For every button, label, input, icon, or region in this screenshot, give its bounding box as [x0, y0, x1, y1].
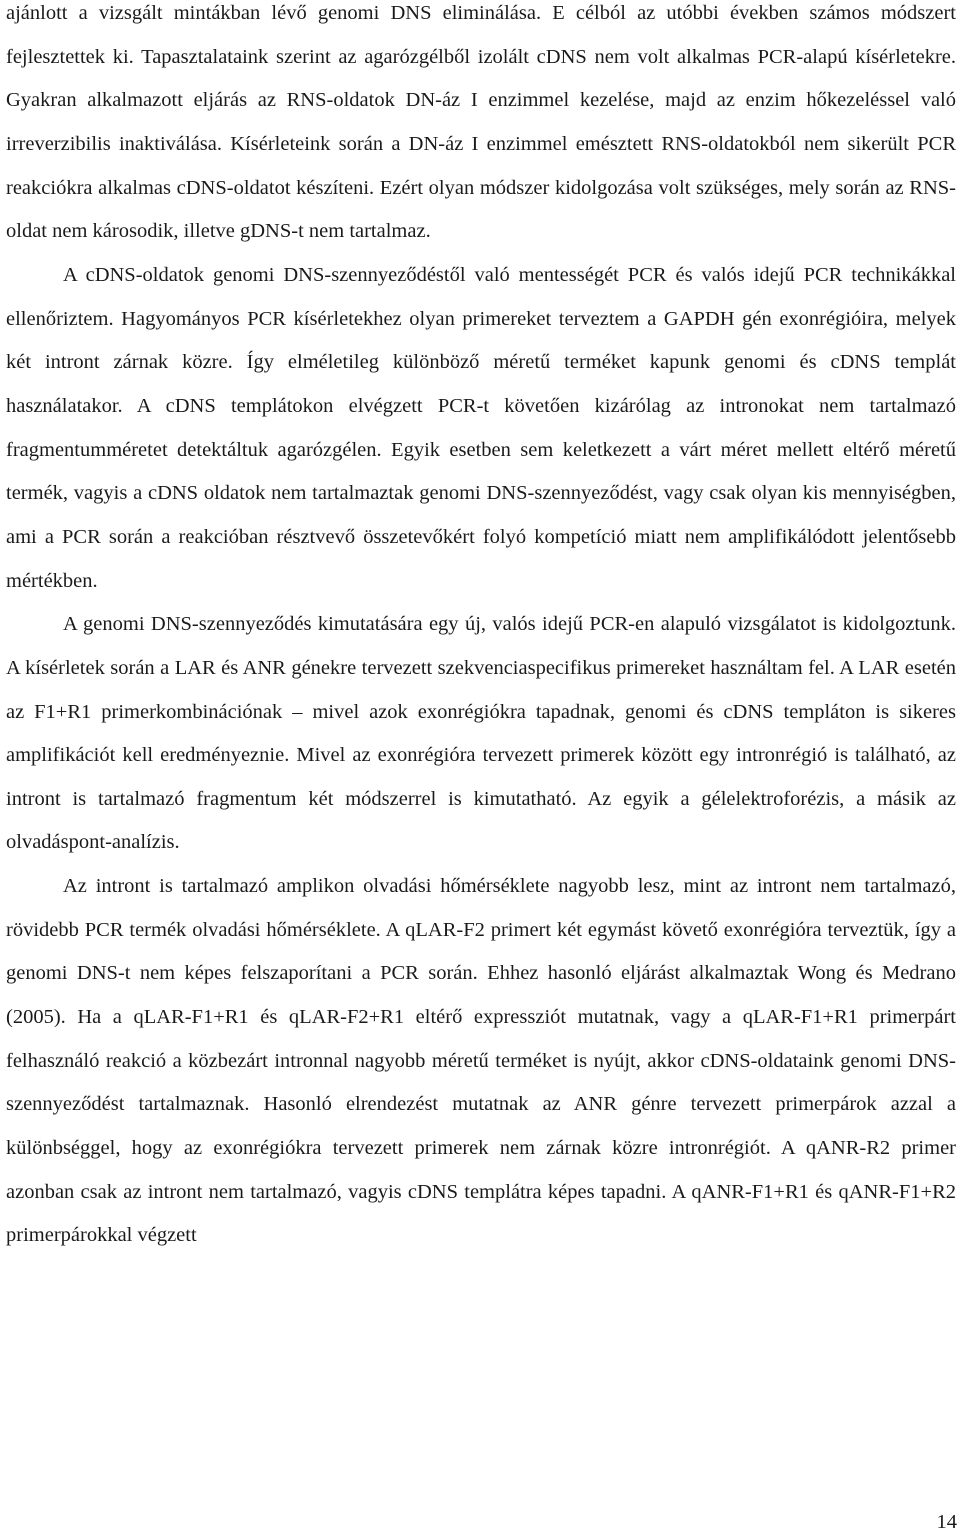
paragraph-4: Az intront is tartalmazó amplikon olvadási hőmérséklete nagyobb lesz, mint az intront nem tartalmazó, rövidebb PCR termék olvadási hőmérséklete. A qLAR-F2 primert két egymást követő exonrégióra terveztük, így a genomi DNS-t nem képes felszaporítani a PCR során. Ehhez hasonló eljárást alkalmaztak Wong és Medrano (2005). Ha a qLAR-F1+R1 és qLAR-F2+R1 eltérő expressziót mutatnak, vagy a qLAR-F1+R1 primerpárt felhasználó reakció a közbezárt intronnal nagyobb méretű terméket is nyújt, akkor cDNS-oldataink genomi DNS-szennyeződést tartalmaznak. Hasonló elrendezést mutatnak az ANR génre tervezett primerpárok azzal a különbséggel, hogy az exonrégiókra tervezett primerek nem zárnak közre intronrégiót. A qANR-R2 primer azonban csak az intront nem tartalmazó, vagyis cDNS templátra képes tapadni. A qANR-F1+R1 és qANR-F1+R2 primerpárokkal végzett [6, 875, 956, 1247]
paragraph-1: ajánlott a vizsgált mintákban lévő genomi DNS eliminálása. E célból az utóbbi években számos módszert fejlesztettek ki. Tapasztalataink szerint az agarózgélből izolált cDNS nem volt alkalmas PCR-alapú kísérletekre. Gyakran alkalmazott eljárás az RNS-oldatok DN-áz I enzimmel kezelése, majd az enzim hőkezeléssel való irreverzibilis inaktiválása. Kísérleteink során a DN-áz I enzimmel emésztett RNS-oldatokból nem sikerült PCR reakciókra alkalmas cDNS-oldatot készíteni. Ezért olyan módszer kidolgozása volt szükséges, mely során az RNS-oldat nem károsodik, illetve gDNS-t nem tartalmaz. [6, 2, 956, 243]
paragraph-3: A genomi DNS-szennyeződés kimutatására egy új, valós idejű PCR-en alapuló vizsgálatot is kidolgoztunk. A kísérletek során a LAR és ANR génekre tervezett szekvenciaspecifikus primereket használtam fel. A LAR esetén az F1+R1 primerkombinációnak – mivel azok exonrégiókra tapadnak, genomi és cDNS templáton is sikeres amplifikációt kell eredményeznie. Mivel az exonrégióra tervezett primerek között egy intronrégió is található, az intront is tartalmazó fragmentum két módszerrel is kimutatható. Az egyik a gélelektroforézis, a másik az olvadáspont-analízis. [6, 613, 956, 854]
paragraph-2: A cDNS-oldatok genomi DNS-szennyeződéstől való mentességét PCR és valós idejű PCR technikákkal ellenőriztem. Hagyományos PCR kísérletekhez olyan primereket terveztem a GAPDH gén exonrégióira, melyek két intront zárnak közre. Így elméletileg különböző méretű terméket kapunk genomi és cDNS templát használatakor. A cDNS templátokon elvégzett PCR-t követően kizárólag az intronokat nem tartalmazó fragmentumméretet detektáltuk agarózgélen. Egyik esetben sem keletkezett a várt méret mellett eltérő méretű termék, vagyis a cDNS oldatok nem tartalmaztak genomi DNS-szennyeződést, vagy csak olyan kis mennyiségben, ami a PCR során a reakcióban résztvevő összetevőkért folyó kompetíció miatt nem amplifikálódott jelentősebb mértékben. [6, 263, 956, 592]
page-number: 14 [936, 1511, 957, 1533]
page-body [6, 0, 956, 1258]
